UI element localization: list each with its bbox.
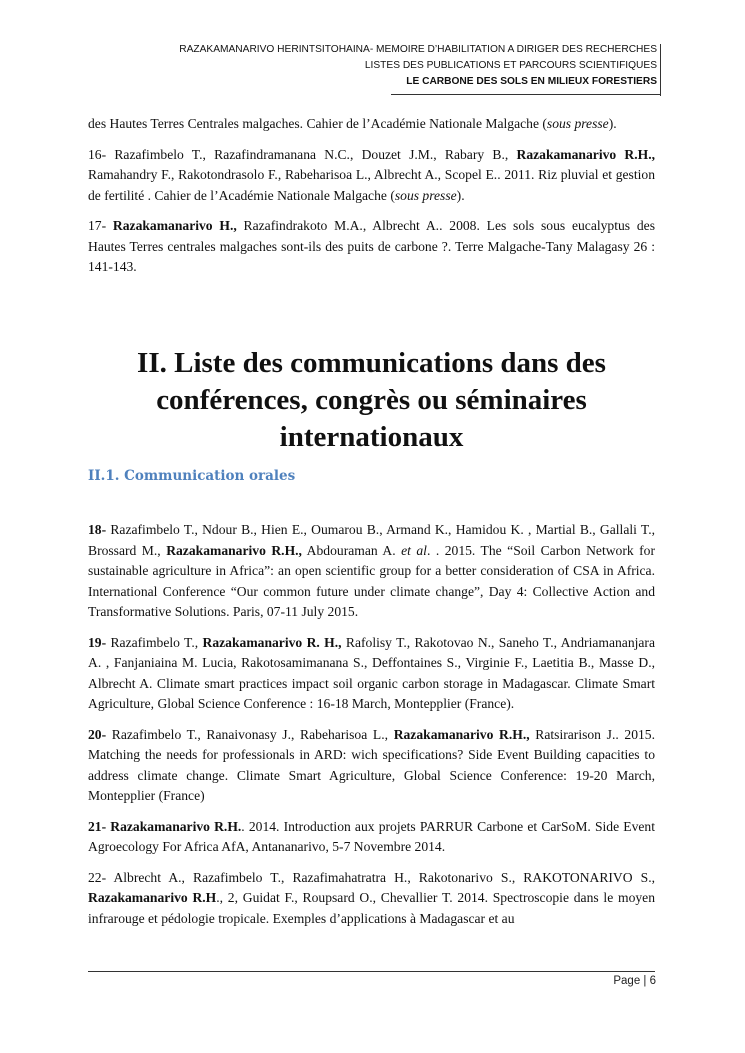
reference-16: 16- Razafimbelo T., Razafindramanana N.C., Douzet J.M., Rabary B., Razakamanarivo R.H., Ramahandry F., Rakotondrasolo F., Rabeharisoa L., Albrecht A., Scopel E.. 2011. Riz pluvial et gestion de fertilité . Cahier de l’Académie Nationale Malgache (sous presse).: [88, 146, 656, 203]
header-line-1: RAZAKAMANARIVO HERINTSITOHAINA- MEMOIRE D’HABILITATION A DIRIGER DES RECHERCHES: [179, 44, 657, 55]
reference-18: 18- Razafimbelo T., Ndour B., Hien E., Oumarou B., Armand K., Hamidou K. , Martial B., Gallali T., Brossard M., Razakamanarivo R.H., Abdouraman A. et al. . 2015. The “Soil Carbon Network for sustainable agriculture in Africa”: an open scientific group for a better consideration of CSA in Africa. International Conference “Our common future under climate change”, Day 4: Collective Action and Transformative Solutions. Paris, 07-11 July 2015.: [88, 522, 655, 619]
references-top: [88, 114, 655, 288]
page-number: Page | 6: [613, 975, 656, 987]
subsection-title: II.1. Communication orales: [88, 468, 296, 484]
section-title: II. Liste des communications dans des conférences, congrès ou séminaires internationaux: [137, 347, 606, 453]
reference-19: 19- Razafimbelo T., Razakamanarivo R. H., Rafolisy T., Rakotovao N., Saneho T., Andriamananjara A. , Fanjaniaina M. Lucia, Rakotosamimanana S., Deffontaines S., Virginie F., Laetitia B., Masse D., Albrecht A. Climate smart practices impact soil organic carbon storage in Madagascar. Climate Smart Agriculture, Global Science Conference : 16-18 March, Montepplier (France).: [88, 634, 655, 711]
reference-20: 20- Razafimbelo T., Ranaivonasy J., Rabeharisoa L., Razakamanarivo R.H., Ratsirarison J.. 2015. Matching the needs for professionals in ARD: wich specifications? Side Event Building capacities to address climate change. Climate Smart Agriculture, Global Science Conference: 19-20 March, Montepplier (France): [88, 726, 655, 803]
references-oral: [88, 520, 655, 939]
running-header: [97, 42, 657, 90]
reference-15-continued: des Hautes Terres Centrales malgaches. Cahier de l’Académie Nationale Malgache (sous presse).: [88, 116, 617, 131]
reference-21: 21- Razakamanarivo R.H.. 2014. Introduction aux projets PARRUR Carbone et CarSoM. Side Event Agroecology For Africa AfA, Antananarivo, 5-7 Novembre 2014.: [88, 818, 655, 854]
header-line-3: LE CARBONE DES SOLS EN MILIEUX FORESTIERS: [406, 76, 657, 87]
header-horizontal-rule: [391, 94, 661, 95]
reference-17: 17- Razakamanarivo H., Razafindrakoto M.A., Albrecht A.. 2008. Les sols sous eucalyptus des Hautes Terres centrales malgaches sont-ils des puits de carbone ?. Terre Malgache-Tany Malagasy 26 : 141-143.: [88, 218, 656, 274]
footer-rule: [88, 971, 655, 972]
header-line-2: LISTES DES PUBLICATIONS ET PARCOURS SCIENTIFIQUES: [364, 60, 657, 71]
reference-22: 22- Albrecht A., Razafimbelo T., Razafimahatratra H., Rakotonarivo S., RAKOTONARIVO S., Razakamanarivo R.H., 2, Guidat F., Roupsard O., Chevallier T. 2014. Spectroscopie dans le moyen infrarouge et pédologie tropicale. Exemples d’applications à Madagascar et au: [88, 869, 656, 926]
header-vertical-rule: [660, 44, 661, 96]
